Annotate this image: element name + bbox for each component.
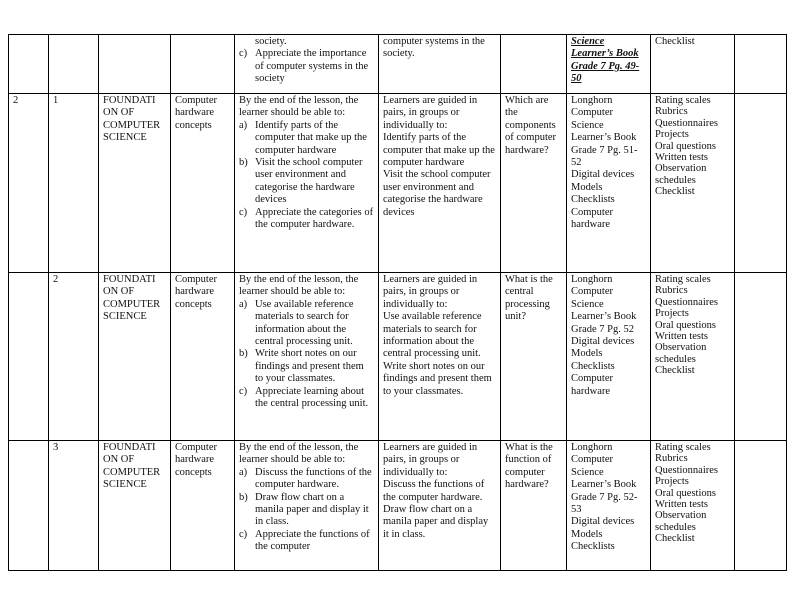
outcome-item — [239, 157, 374, 207]
resource-item: Checklists — [571, 360, 615, 372]
resource-item: Digital devices — [571, 516, 635, 528]
sub-strand-cell: Computer hardware concepts — [171, 441, 235, 571]
outcomes-intro: By the end of the lesson, the learner should be able to: — [239, 274, 359, 298]
outcome-label: b) — [239, 348, 248, 360]
outcome-label — [239, 36, 255, 48]
learning-experiences-cell — [379, 273, 501, 441]
resource-item: Longhorn Computer Science Learner’s Book Grade 7 Pg. 52 — [571, 274, 637, 335]
outcome-text: Draw flow chart on a manila paper and display it in class. — [255, 491, 369, 528]
experience-item: Identify parts of the computer that make up the computer hardware — [383, 132, 495, 169]
resources-cell — [567, 35, 651, 94]
assessment-item: Observation schedules — [655, 342, 707, 365]
resource-item: Science Learner’s Book Grade 7 Pg. 49-50 — [571, 36, 640, 85]
experience-item: Write short notes on our findings and present them to your classmates. — [383, 360, 492, 397]
outcome-item — [239, 36, 374, 48]
outcome-label: a) — [239, 119, 248, 131]
strand-cell: FOUNDATI ON OF COMPUTER SCIENCE — [99, 441, 171, 571]
learning-experiences-cell — [379, 94, 501, 273]
outcome-label: a) — [239, 466, 248, 478]
outcomes-intro: By the end of the lesson, the learner should be able to: — [239, 95, 359, 119]
outcome-item — [239, 492, 374, 529]
outcome-text: society. — [255, 36, 287, 47]
outcome-label: b) — [239, 491, 248, 503]
learning-outcomes-cell — [235, 94, 379, 273]
resource-item: Longhorn Computer Science Learner’s Book Grade 7 Pg. 51-52 — [571, 95, 638, 169]
key-inquiry-cell: Which are the components of computer hardware? — [501, 94, 567, 273]
learning-experiences-cell — [379, 441, 501, 571]
assessment-item: Questionnaires — [655, 117, 718, 129]
outcome-text: Discuss the functions of the computer hardware. — [255, 466, 372, 491]
lesson-cell: 2 — [49, 273, 99, 441]
week-cell — [9, 441, 49, 571]
outcome-text: Appreciate learning about the central processing unit. — [255, 385, 369, 410]
outcome-item — [239, 467, 374, 492]
resource-item: Digital devices — [571, 169, 635, 181]
outcome-text: Appreciate the categories of the computer hardware. — [255, 206, 374, 231]
outcomes-list — [239, 36, 374, 86]
assessment-item: Questionnaires — [655, 464, 718, 476]
experience-item: Discuss the functions of the computer hardware. — [383, 479, 485, 503]
outcome-item — [239, 299, 374, 349]
assessment-item: Questionnaires — [655, 296, 718, 308]
resource-item: Checklists — [571, 194, 615, 206]
learning-experiences-cell — [379, 35, 501, 94]
outcome-label: c) — [239, 206, 248, 218]
assessment-item: Checklist — [655, 36, 695, 47]
assessment-item: Checklist — [655, 186, 695, 198]
outcomes-list — [239, 120, 374, 232]
experience-item: Learners are guided in pairs, in groups or individually to: — [383, 274, 478, 310]
sub-strand-cell: Computer hardware concepts — [171, 273, 235, 441]
outcome-item — [239, 48, 374, 85]
resources-cell — [567, 441, 651, 571]
assessment-item: Rating scales — [655, 442, 711, 453]
assessment-item: Written tests — [655, 499, 708, 511]
outcomes-list — [239, 299, 374, 411]
outcome-text: Write short notes on our findings and present them to your classmates. — [255, 348, 364, 385]
experience-item: computer systems in the society. — [383, 36, 485, 60]
resource-item: Longhorn Computer Science Learner’s Book Grade 7 Pg. 52-53 — [571, 442, 638, 516]
resource-item: Models — [571, 181, 603, 193]
table-row — [9, 441, 787, 571]
resources-cell — [567, 94, 651, 273]
experience-item: Use available reference materials to search for information about the central processing unit. — [383, 311, 482, 360]
outcome-text: Appreciate the importance of computer systems in the society — [255, 48, 369, 85]
resource-item: Computer hardware — [571, 373, 613, 397]
learning-outcomes-cell — [235, 273, 379, 441]
outcome-label: c) — [239, 528, 248, 540]
remarks-cell — [735, 273, 787, 441]
resources-cell — [567, 273, 651, 441]
experience-item: Draw flow chart on a manila paper and display it in class. — [383, 504, 489, 540]
table-row — [9, 94, 787, 273]
resource-item: Digital devices — [571, 336, 635, 348]
learning-outcomes-cell — [235, 35, 379, 94]
assessment-item: Projects — [655, 308, 689, 320]
lesson-cell — [49, 35, 99, 94]
outcome-item — [239, 386, 374, 411]
assessment-item: Rating scales — [655, 95, 711, 106]
outcomes-intro: By the end of the lesson, the learner should be able to: — [239, 442, 359, 466]
assessment-cell — [651, 35, 735, 94]
assessment-item: Projects — [655, 476, 689, 488]
outcome-label: b) — [239, 157, 248, 169]
outcome-item — [239, 207, 374, 232]
key-inquiry-cell — [501, 35, 567, 94]
remarks-cell — [735, 94, 787, 273]
remarks-cell — [735, 35, 787, 94]
experience-item: Learners are guided in pairs, in groups or individually to: — [383, 95, 478, 131]
assessment-item: Rating scales — [655, 274, 711, 285]
week-cell — [9, 273, 49, 441]
assessment-cell — [651, 273, 735, 441]
outcome-item — [239, 348, 374, 385]
assessment-item: Checklist — [655, 533, 695, 545]
assessment-item: Oral questions — [655, 487, 716, 499]
assessment-item: Written tests — [655, 331, 708, 343]
assessment-item: Oral questions — [655, 319, 716, 331]
week-cell: 2 — [9, 94, 49, 273]
strand-cell: FOUNDATI ON OF COMPUTER SCIENCE — [99, 94, 171, 273]
assessment-item: Rubrics — [655, 285, 688, 297]
assessment-item: Written tests — [655, 152, 708, 164]
sub-strand-cell: Computer hardware concepts — [171, 94, 235, 273]
week-cell — [9, 35, 49, 94]
resource-item: Computer hardware — [571, 206, 613, 231]
table-row — [9, 35, 787, 94]
assessment-item: Projects — [655, 129, 689, 141]
resource-item: Models — [571, 528, 603, 540]
resource-item: Models — [571, 348, 603, 360]
lesson-cell: 1 — [49, 94, 99, 273]
key-inquiry-cell: What is the central processing unit? — [501, 273, 567, 441]
scheme-of-work-table — [8, 34, 787, 571]
assessment-cell — [651, 94, 735, 273]
outcome-label: a) — [239, 298, 248, 310]
strand-cell: FOUNDATI ON OF COMPUTER SCIENCE — [99, 273, 171, 441]
learning-outcomes-cell — [235, 441, 379, 571]
outcome-text: Appreciate the functions of the computer — [255, 528, 370, 553]
assessment-item: Rubrics — [655, 106, 688, 118]
outcome-text: Identify parts of the computer that make up the computer hardware — [255, 119, 367, 156]
outcome-text: Use available reference materials to search for information about the central processing unit. — [255, 298, 354, 348]
sub-strand-cell — [171, 35, 235, 94]
assessment-cell — [651, 441, 735, 571]
table-row — [9, 273, 787, 441]
assessment-item: Rubrics — [655, 453, 688, 465]
lesson-cell: 3 — [49, 441, 99, 571]
experience-item: Visit the school computer user environment and categorise the hardware devices — [383, 169, 491, 218]
outcome-label: c) — [239, 48, 248, 60]
assessment-item: Observation schedules — [655, 163, 707, 186]
outcome-item — [239, 120, 374, 157]
assessment-item: Observation schedules — [655, 510, 707, 533]
strand-cell — [99, 35, 171, 94]
outcome-label: c) — [239, 385, 248, 397]
outcomes-list — [239, 467, 374, 554]
assessment-item: Checklist — [655, 365, 695, 377]
experience-item: Learners are guided in pairs, in groups or individually to: — [383, 442, 478, 478]
outcome-text: Visit the school computer user environment and categorise the hardware devices — [255, 157, 363, 206]
assessment-item: Oral questions — [655, 140, 716, 152]
outcome-item — [239, 529, 374, 554]
key-inquiry-cell: What is the function of computer hardware? — [501, 441, 567, 571]
resource-item: Checklists — [571, 541, 615, 553]
remarks-cell — [735, 441, 787, 571]
